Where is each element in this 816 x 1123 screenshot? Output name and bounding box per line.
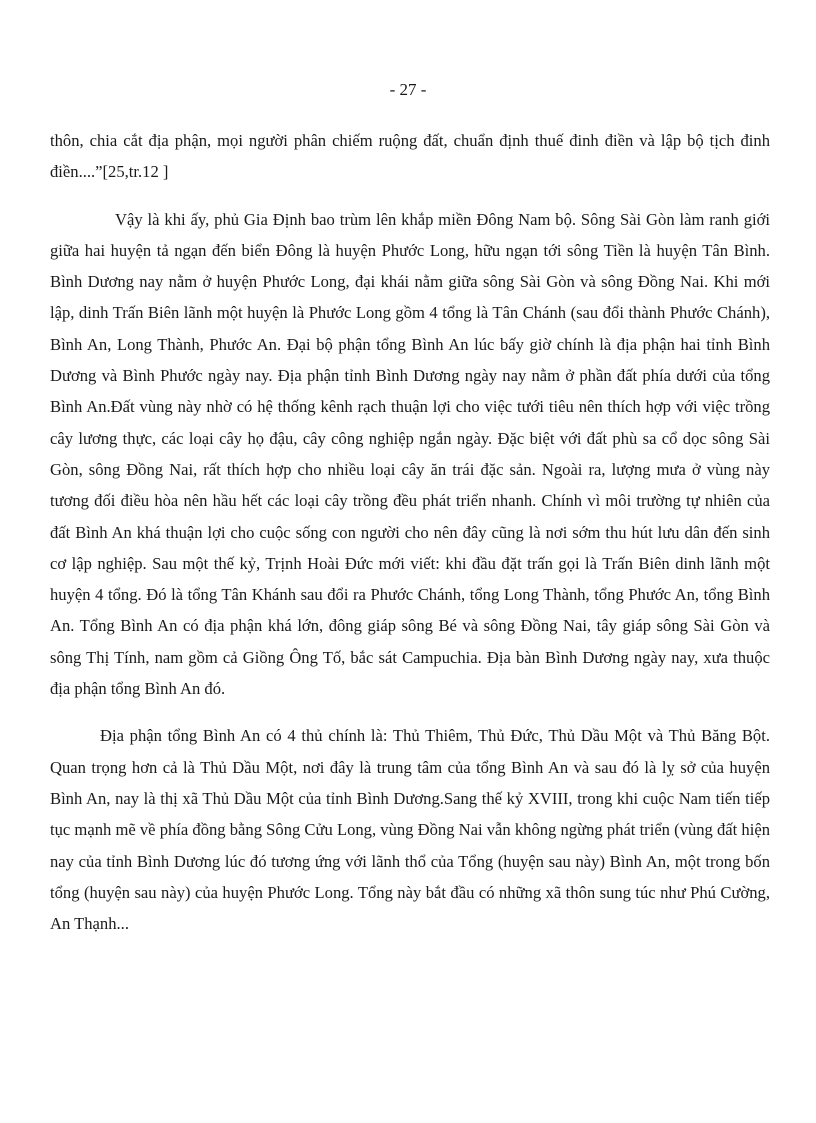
paragraph-intro: thôn, chia cắt địa phận, mọi người phân chiếm ruộng đất, chuẩn định thuế đinh điền và lập bộ tịch đinh điền....”[25,tr.12 ] bbox=[50, 131, 770, 182]
paragraph-gia-dinh: Vậy là khi ấy, phủ Gia Định bao trùm lên khắp miền Đông Nam bộ. Sông Sài Gòn làm ranh giới giữa hai huyện tả ngạn đến biển Đông là huyện Phước Long, hữu ngạn tới sông Tiền là huyện Tân Bình. Bình Dương nay nằm ở huyện Phước Long, đại khái nằm giữa sông Sài Gòn và sông Đồng Nai. Khi mới lập, dinh Trấn Biên lãnh một huyện là Phước Long gồm 4 tổng là Tân Chánh (sau đổi thành Phước Chánh), Bình An, Long Thành, Phước An. Đại bộ phận tổng Bình An lúc bấy giờ chính là địa phận hai tỉnh Bình Dương và Bình Phước ngày nay. Địa phận tỉnh Bình Dương ngày nay nằm ở phần đất phía dưới của tổng Bình An.Đất vùng này nhờ có hệ thống kênh rạch thuận lợi cho việc tưới tiêu nên thích hợp với việc trồng cây lương thực, các loại cây họ đậu, cây công nghiệp ngắn ngày. Đặc biệt với đất phù sa cổ dọc sông Sài Gòn, sông Đồng Nai, rất thích hợp cho nhiều loại cây ăn trái đặc sản. Ngoài ra, lượng mưa ở vùng này tương đối điều hòa nên hầu hết các loại cây trồng đều phát triển nhanh. Chính vì môi trường tự nhiên của đất Bình An khá thuận lợi cho cuộc sống con người cho nên đây cũng là nơi sớm thu hút lưu dân đến sinh cơ lập nghiệp. Sau một thế kỷ, Trịnh Hoài Đức mới viết: khi đầu đặt trấn gọi là Trấn Biên dinh lãnh một huyện 4 tổng. Đó là tổng Tân Khánh sau đổi ra Phước Chánh, tổng Long Thành, tổng Phước An, tổng Bình An. Tổng Bình An có địa phận khá lớn, đông giáp sông Bé và sông Đồng Nai, tây giáp sông Sài Gòn và sông Thị Tính, nam gồm cả Giồng Ông Tố, bắc sát Campuchia. Địa bàn Bình Dương ngày nay, xưa thuộc địa phận tổng Bình An đó. bbox=[50, 209, 770, 699]
body-text bbox=[50, 125, 770, 939]
page-number: - 27 - bbox=[389, 80, 427, 99]
paragraph-binh-an: Địa phận tổng Bình An có 4 thủ chính là: Thủ Thiêm, Thủ Đức, Thủ Dầu Một và Thủ Băng Bột. Quan trọng hơn cả là Thủ Dầu Một, nơi đây là trung tâm của tổng Bình An và sau đó là lỵ sở của huyện Bình An, nay là thị xã Thủ Dầu Một của tỉnh Bình Dương.Sang thế kỷ XVIII, trong khi cuộc Nam tiến tiếp tục mạnh mẽ về phía đồng bằng Sông Cửu Long, vùng Đồng Nai vẫn không ngừng phát triển (vùng đất hiện nay của tỉnh Bình Dương lúc đó tương ứng với lãnh thổ của Tổng (huyện sau này) Bình An, một trong bốn tổng (huyện sau này) của huyện Phước Long. Tổng này bắt đầu có những xã thôn sung túc như Phú Cường, An Thạnh... bbox=[50, 726, 770, 934]
